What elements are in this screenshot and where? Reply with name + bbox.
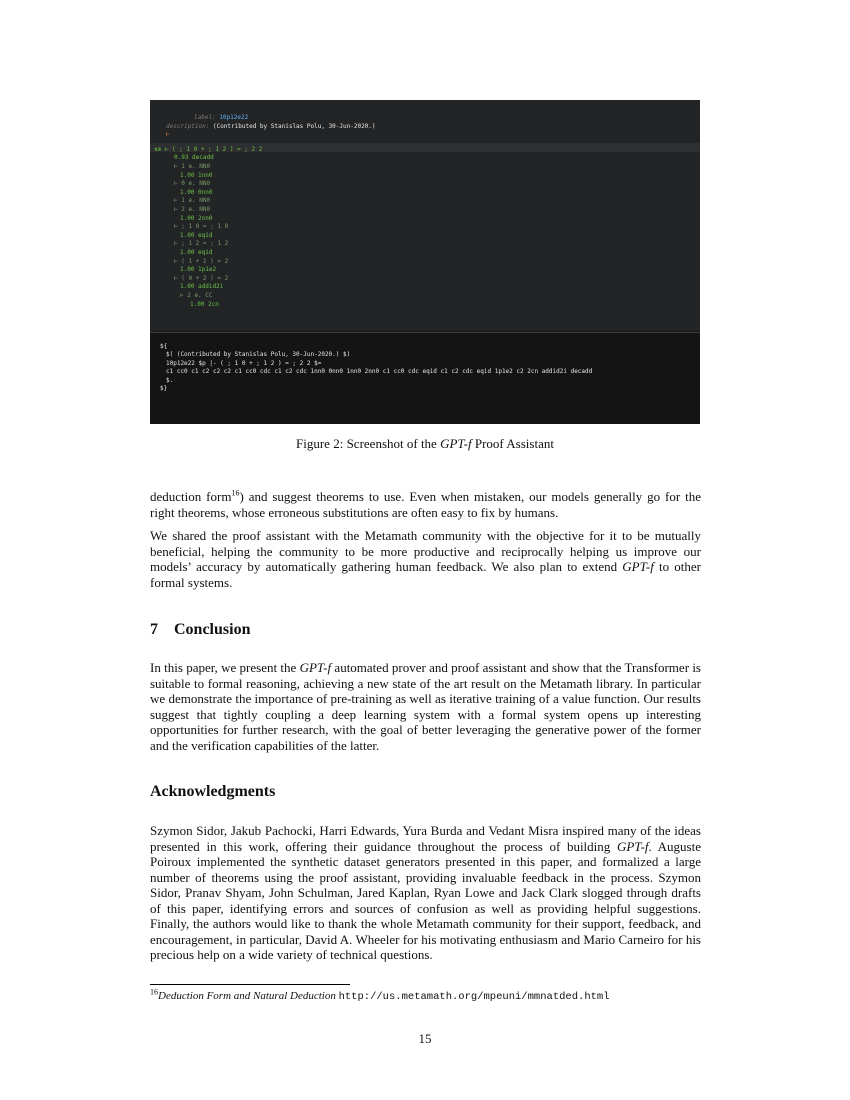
editor-line: ⊢ 2 e. NN0 [174,206,211,213]
editor-line: ⊢ ; 1 0 = ; 1 0 [174,223,229,231]
editor-line: ⊢ 1 e. NN0 [174,197,211,205]
editor-line: ⊢ ( 1 + 1 ) = 2 [174,257,229,265]
figure-caption: Figure 2: Screenshot of the GPT-f Proof Assistant [296,436,554,451]
editor-line: description: (Contributed by Stanislas Polu, 30-Jun-2020.) [166,122,376,130]
terminal-line: $. [166,376,174,384]
editor-line: 0.93 decadd [174,154,214,162]
editor-line: ⊢ [166,131,170,139]
footnote-url[interactable]: http://us.metamath.org/mpeuni/mmnatded.html [338,991,610,1003]
editor-line: ⊢ ; 1 2 = ; 1 2 [174,240,229,248]
terminal-line: c1 cc0 c1 c2 c2 c2 c1 cc0 cdc c1 c2 cdc 1nn0 0nn0 1nn0 2nn0 c1 cc0 cdc eqid c1 c2 cdc eqid 1p1e2 c2 2cn addid2i decadd [166,368,593,376]
footnote-rule [150,984,350,985]
section-heading-conclusion: 7 Conclusion [150,621,251,638]
proof-editor-pane [150,100,700,330]
editor-line: ⊢ ( 0 + 2 ) = 2 [174,274,229,282]
section-heading-acknowledgments: Acknowledgments [150,783,276,800]
editor-line: ⊢ 2 e. CC [180,292,213,299]
editor-line: ⊢ 1 e. NN0 [174,163,211,170]
editor-line: label: 10p12e22 [194,114,249,121]
editor-line: 1.00 2cn [190,300,219,308]
metamath-output-pane [150,332,700,424]
terminal-line: ${ [160,343,168,350]
editor-line: 1.00 1nn0 [180,171,213,179]
page-number: 15 [418,1031,432,1046]
editor-line: 1.00 0nn0 [180,188,213,196]
paragraph-conclusion: In this paper, we present the GPT-f automated prover and proof assistant and show that the Transformer is suitable to formal reasoning, achieving a new state of the art result on the Metamath library. In particular we demonstrate the importance of pre-training as well as iterative training of a value function. Our results suggest that tightly coupling a deep learning system with a formal system opens up interesting opportunities for further research, with the goal of better leveraging the generative power of the former and the verification capabilities of the latter. [150,660,701,753]
editor-line: 1.00 2nn0 [180,214,213,222]
footnote-16: $^{16}$Deduction Form and Natural Deduction http://us.metamath.org/mpeuni/mmnatded.html [150,987,610,1003]
footnote-ref: 16 [231,488,240,498]
editor-line: 1.00 addid2i [180,283,224,291]
terminal-line: 10p12e22 $p |- ( ; 1 0 + ; 1 2 ) = ; 2 2 $= [166,359,322,367]
paragraph-deduction-form: deduction form$^{16}$) and suggest theorems to use. Even when mistaken, our models generally go for the right theorems, whose erroneous substitutions are often easy to fix by humans. [150,488,701,520]
editor-line: ⊢ 0 e. NN0 [174,180,211,188]
editor-line: ⇅⊕ ⊢ ( ; 1 0 + ; 1 2 ) = ; 2 2 [154,145,263,153]
paragraph-community: We shared the proof assistant with the Metamath community with the objective for it to be mutually beneficial, helping the community to be more productive and reciprocally helping us improve our models’ accuracy by automatically gathering human feedback. We also plan to extend GPT-f to other formal systems. [150,528,701,590]
proof-assistant-screenshot [150,100,700,424]
paragraph-acknowledgments: Szymon Sidor, Jakub Pachocki, Harri Edwards, Yura Burda and Vedant Misra inspired many of the ideas presented in this work, offering their guidance throughout the process of building GPT-f. Auguste Poiroux implemented the synthetic dataset generators presented in this paper, and formalized a large number of theorems using the proof assistant, providing invaluable feedback in the process. Szymon Sidor, Pranav Shyam, John Schulman, Jared Kaplan, Ryan Lowe and Jack Clark slogged through drafts of this paper, identifying errors and sources of confusion as well as providing helpful suggestions. Finally, the authors would like to thank the whole Metamath community for their support, feedback, and encouragement, in particular, David A. Wheeler for his motivating enthusiasm and Mario Carneiro for his precious help on a wide variety of technical questions. [150,823,701,962]
editor-line: 1.00 eqid [180,231,213,239]
editor-line: 1.00 eqid [180,249,213,256]
terminal-line: $} [160,385,168,392]
terminal-line: $( (Contributed by Stanislas Polu, 30-Jun-2020.) $) [166,351,351,359]
editor-line: 1.00 1p1e2 [180,266,217,274]
